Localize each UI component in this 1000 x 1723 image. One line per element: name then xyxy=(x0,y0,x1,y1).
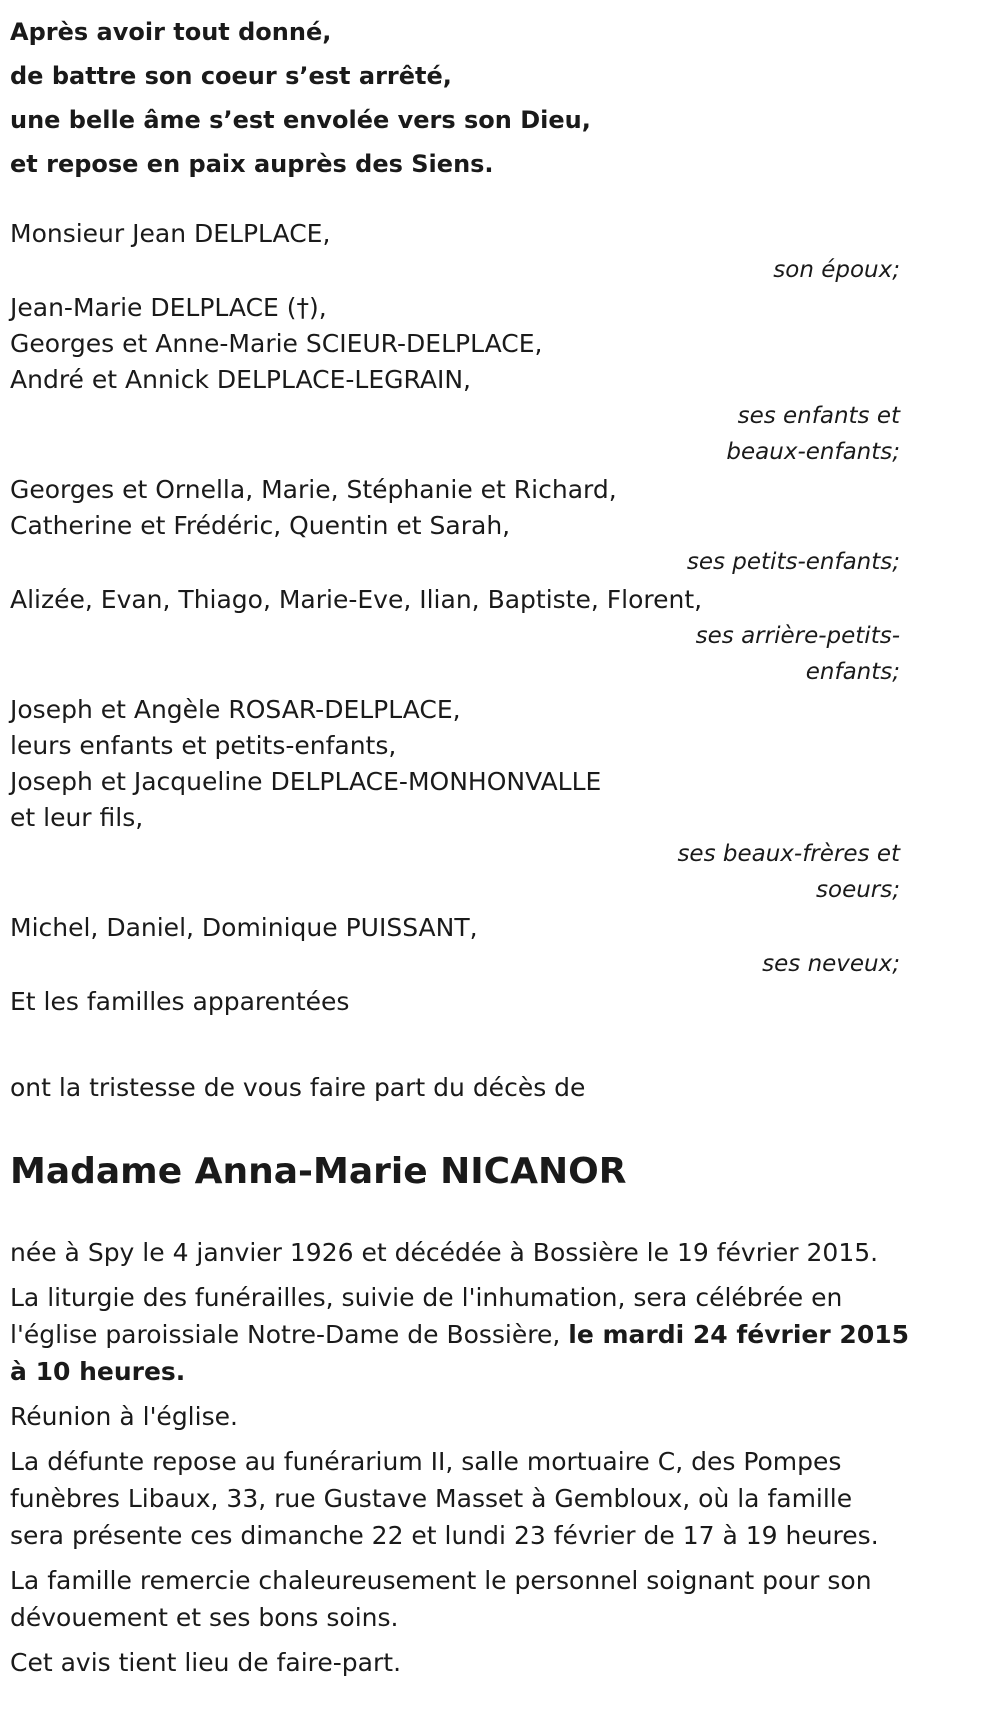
family-name: André et Annick DELPLACE-LEGRAIN, xyxy=(10,365,471,394)
family-name: Georges et Ornella, Marie, Stéphanie et Richard, xyxy=(10,475,617,504)
family-role-line: ses neveux; xyxy=(762,951,900,977)
poem-line: et repose en paix auprès des Siens. xyxy=(10,150,494,178)
liturgy-date: le mardi 24 février 2015 à 10 heures. xyxy=(10,1320,910,1386)
family-role-line: soeurs; xyxy=(816,877,900,903)
family-role xyxy=(10,836,900,908)
family-name: Joseph et Jacqueline DELPLACE-MONHONVALLE xyxy=(10,767,602,796)
liturgy-text: La liturgie des funérailles, suivie de l'inhumation, sera célébrée en l'église paroissiale Notre-Dame de Bossière, xyxy=(10,1283,843,1349)
family-list xyxy=(10,216,900,1020)
family-group-spouse xyxy=(10,216,900,288)
family-role-line: ses arrière-petits- xyxy=(695,623,900,649)
funerarium-info: La défunte repose au funérarium II, salle mortuaire C, des Pompes funèbres Libaux, 33, rue Gustave Masset à Gembloux, où la famille sera présente ces dimanche 22 et lundi 23 février de 17 à 19 heures. xyxy=(10,1447,879,1550)
family-group-great-grandchildren xyxy=(10,582,900,690)
family-role xyxy=(10,946,900,982)
family-group-nephews xyxy=(10,910,900,982)
funeral-details xyxy=(10,1234,910,1681)
family-role xyxy=(10,544,900,580)
family-name: Catherine et Frédéric, Quentin et Sarah, xyxy=(10,511,511,540)
family-group-in-laws xyxy=(10,692,900,908)
poem xyxy=(10,0,1000,186)
family-group-children xyxy=(10,290,900,470)
family-role-line: ses petits-enfants; xyxy=(686,549,900,575)
family-role-line: ses enfants et xyxy=(737,403,900,429)
family-name: Joseph et Angèle ROSAR-DELPLACE, xyxy=(10,695,461,724)
announcement-intro: ont la tristesse de vous faire part du décès de xyxy=(10,1073,586,1102)
family-name: et leur fils, xyxy=(10,803,144,832)
family-role xyxy=(10,618,900,690)
family-name: leurs enfants et petits-enfants, xyxy=(10,731,397,760)
family-role-line: ses beaux-frères et xyxy=(677,841,900,867)
family-group-grandchildren xyxy=(10,472,900,580)
meeting-info: Réunion à l'église. xyxy=(10,1402,238,1431)
poem-line: de battre son coeur s’est arrêté, xyxy=(10,62,452,90)
family-name: Et les familles apparentées xyxy=(10,987,350,1016)
family-role-line: beaux-enfants; xyxy=(726,439,900,465)
family-role xyxy=(10,398,900,470)
family-role-line: enfants; xyxy=(805,659,900,685)
family-name: Monsieur Jean DELPLACE, xyxy=(10,219,331,248)
poem-line: Après avoir tout donné, xyxy=(10,18,332,46)
thanks-text: La famille remercie chaleureusement le personnel soignant pour son dévouement et ses bons soins. xyxy=(10,1566,872,1632)
poem-line: une belle âme s’est envolée vers son Dieu, xyxy=(10,106,591,134)
liturgy-info xyxy=(10,1279,910,1390)
family-name: Jean-Marie DELPLACE (†), xyxy=(10,293,327,322)
deceased-name: Madame Anna-Marie NICANOR xyxy=(10,1151,627,1192)
family-group-related xyxy=(10,984,900,1020)
notice-text: Cet avis tient lieu de faire-part. xyxy=(10,1648,402,1677)
family-role-line: son époux; xyxy=(773,257,900,283)
family-name: Alizée, Evan, Thiago, Marie-Eve, Ilian, Baptiste, Florent, xyxy=(10,585,703,614)
birth-death-dates: née à Spy le 4 janvier 1926 et décédée à Bossière le 19 février 2015. xyxy=(10,1238,879,1267)
family-name: Georges et Anne-Marie SCIEUR-DELPLACE, xyxy=(10,329,543,358)
family-role xyxy=(10,252,900,288)
family-name: Michel, Daniel, Dominique PUISSANT, xyxy=(10,913,478,942)
